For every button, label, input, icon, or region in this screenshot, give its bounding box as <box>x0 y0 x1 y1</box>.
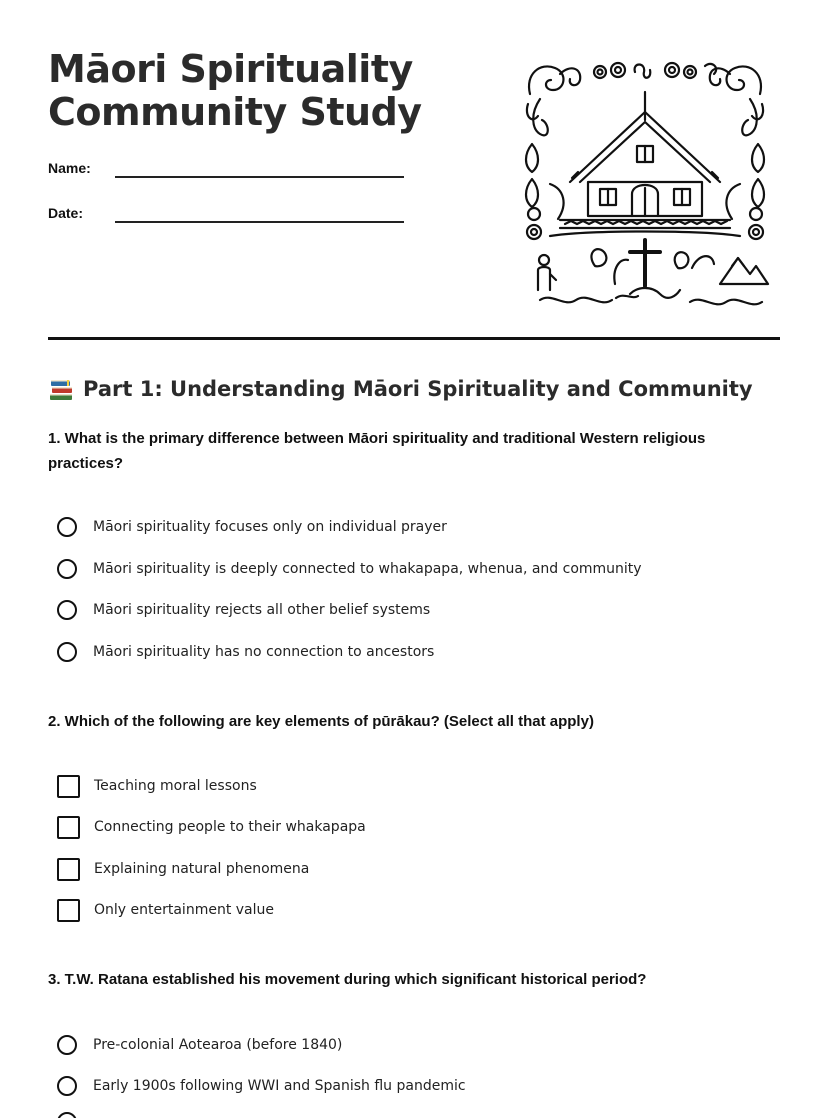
option-label: Pre-colonial Aotearoa (before 1840) <box>93 1037 343 1053</box>
checkbox[interactable] <box>57 775 80 798</box>
option-label: Māori spirituality rejects all other belief systems <box>93 602 431 618</box>
option-label: Māori spirituality is deeply connected to whakapapa, whenua, and community <box>93 561 642 577</box>
date-field <box>48 205 408 229</box>
q2-option-1[interactable] <box>57 774 257 798</box>
option-label: Teaching moral lessons <box>94 778 257 794</box>
radio-button[interactable] <box>57 517 77 537</box>
q3-option-3-partial[interactable] <box>57 1110 93 1118</box>
page-title <box>48 48 488 134</box>
question-1: 1. What is the primary difference between Māori spirituality and traditional Western religious practices? <box>48 430 706 472</box>
title-line-2: Community Study <box>48 90 422 134</box>
q2-option-3[interactable] <box>57 857 309 881</box>
name-field <box>48 160 408 184</box>
part1-heading-text: Part 1: Understanding Māori Spirituality and Community <box>83 377 753 401</box>
books-icon <box>48 376 74 402</box>
option-label: Only entertainment value <box>94 902 274 918</box>
q3-option-2[interactable] <box>57 1074 466 1098</box>
option-label: Māori spirituality has no connection to ancestors <box>93 644 435 660</box>
date-label: Date: <box>48 205 84 221</box>
option-label: Explaining natural phenomena <box>94 861 310 877</box>
name-input-line[interactable] <box>115 176 404 178</box>
question-2: 2. Which of the following are key elements of pūrākau? (Select all that apply) <box>48 713 594 730</box>
q1-option-3[interactable] <box>57 598 430 622</box>
radio-button[interactable] <box>57 1112 77 1118</box>
option-label: Connecting people to their whakapapa <box>94 819 366 835</box>
wharenui-church-cross-illustration <box>520 54 770 312</box>
option-label: Māori spirituality focuses only on individual prayer <box>93 519 447 535</box>
radio-button[interactable] <box>57 559 77 579</box>
q2-option-2[interactable] <box>57 815 366 839</box>
checkbox[interactable] <box>57 858 80 881</box>
radio-button[interactable] <box>57 600 77 620</box>
header-divider <box>48 337 780 340</box>
checkbox[interactable] <box>57 816 80 839</box>
radio-button[interactable] <box>57 642 77 662</box>
q1-option-4[interactable] <box>57 640 434 664</box>
checkbox[interactable] <box>57 899 80 922</box>
question-3: 3. T.W. Ratana established his movement during which significant historical period? <box>48 971 647 988</box>
part1-heading <box>48 372 753 406</box>
radio-button[interactable] <box>57 1076 77 1096</box>
option-label: Early 1900s following WWI and Spanish flu pandemic <box>93 1078 466 1094</box>
q3-option-1[interactable] <box>57 1033 342 1057</box>
q1-option-2[interactable] <box>57 557 642 581</box>
radio-button[interactable] <box>57 1035 77 1055</box>
q1-option-1[interactable] <box>57 515 447 539</box>
title-line-1: Māori Spirituality <box>48 47 413 91</box>
date-input-line[interactable] <box>115 221 404 223</box>
name-label: Name: <box>48 160 91 176</box>
q2-option-4[interactable] <box>57 898 274 922</box>
